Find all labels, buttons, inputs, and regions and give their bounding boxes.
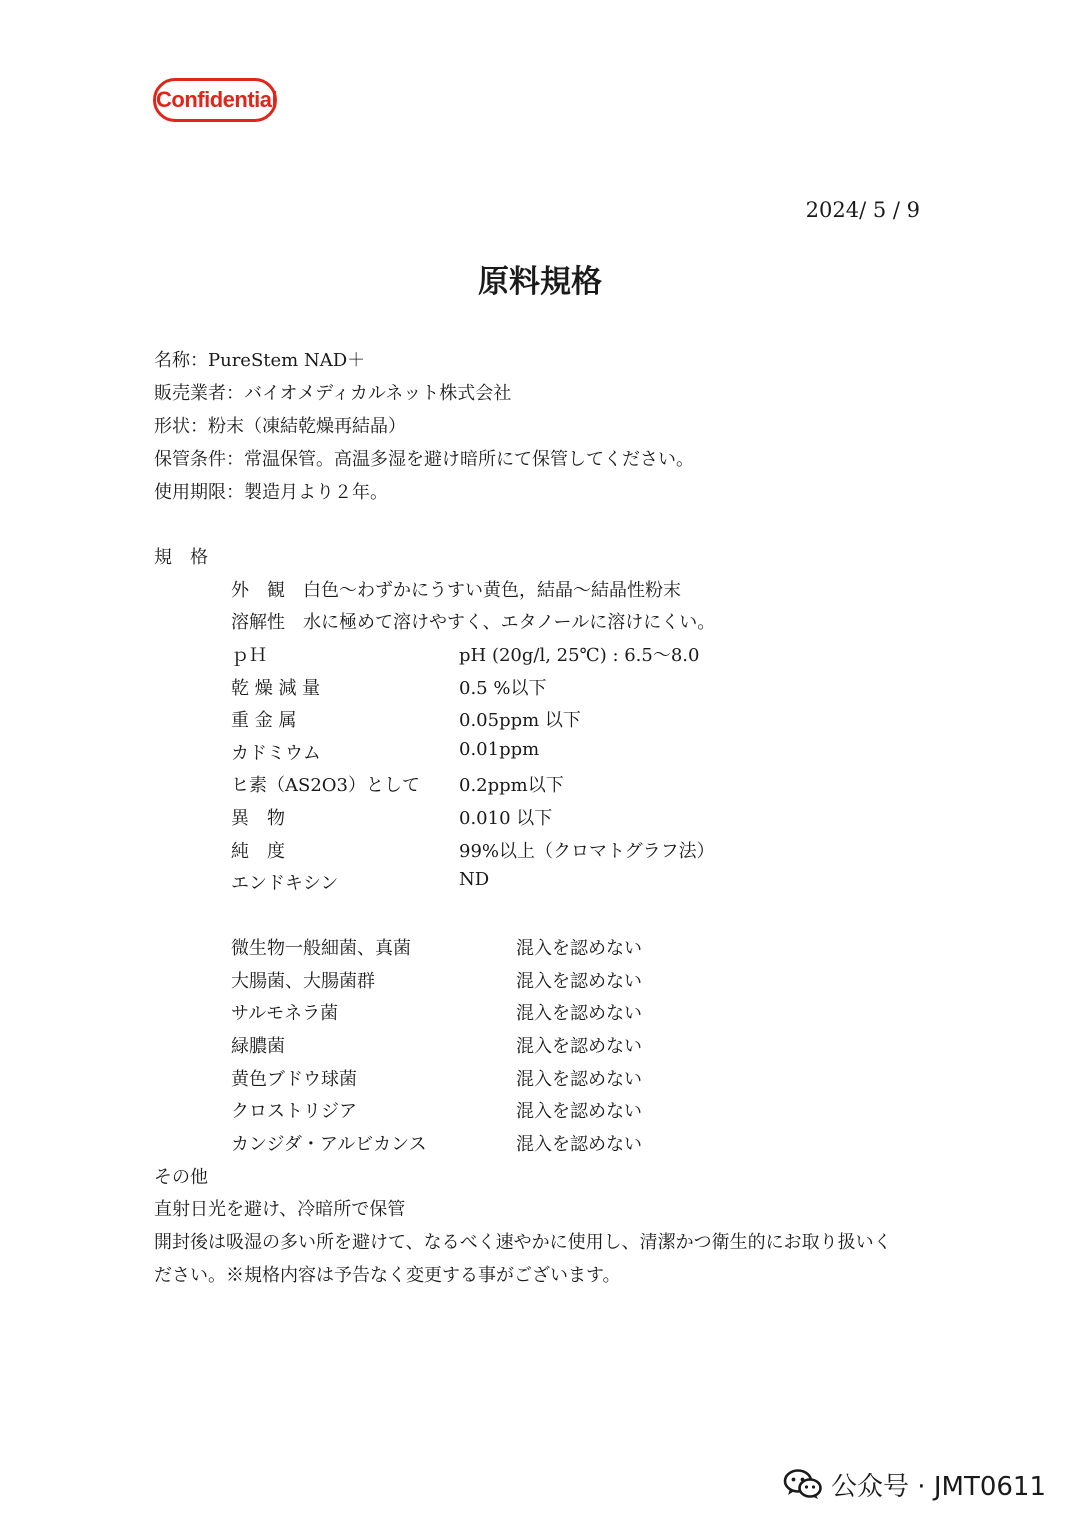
micro-row-label: クロストリジア (231, 1101, 357, 1122)
micro-row-value: 混入を認めない (516, 938, 642, 959)
micro-row-label: 大腸菌、大腸菌群 (231, 971, 375, 992)
spec-row-label: 純 度 (231, 841, 285, 862)
watermark-text: 公众号 · JMT0611 (831, 1471, 1046, 1502)
spec-row-label: ヒ素（AS2O3）として (231, 775, 420, 796)
other-heading: その他 (154, 1167, 208, 1188)
spec-row-label: エンドキシン (231, 873, 339, 894)
info-expiry: 使用期限：製造月より２年。 (154, 482, 388, 503)
spec-row-label: 乾 燥 減 量 (231, 678, 321, 699)
micro-row-value: 混入を認めない (516, 1134, 642, 1155)
spec-row-label: ｐＨ (231, 645, 267, 666)
micro-row-value: 混入を認めない (516, 1036, 642, 1057)
micro-row-label: カンジダ・アルビカンス (231, 1134, 427, 1155)
other-line: ださい。※規格内容は予告なく変更する事がございます。 (154, 1265, 621, 1286)
micro-row-label: 微生物一般細菌、真菌 (231, 938, 411, 959)
spec-row-value: 0.2ppm以下 (459, 775, 564, 796)
info-form: 形状：粉末（凍結乾燥再結晶） (154, 416, 406, 437)
micro-row-value: 混入を認めない (516, 971, 642, 992)
info-seller: 販売業者：バイオメディカルネット株式会社 (154, 383, 512, 404)
document-date: 2024/ 5 / 9 (805, 198, 920, 222)
spec-solubility: 溶解性 水に極めて溶けやすく、エタノールに溶けにくい。 (231, 612, 716, 633)
micro-row-value: 混入を認めない (516, 1101, 642, 1122)
spec-appearance: 外 観 白色～わずかにうすい黄色，結晶～結晶性粉末 (231, 580, 681, 601)
page-title: 原料規格 (478, 264, 602, 300)
other-line: 開封後は吸湿の多い所を避けて、なるべく速やかに使用し、清潔かつ衛生的にお取り扱いく (154, 1232, 892, 1253)
spec-row-label: 重 金 属 (231, 710, 297, 731)
spec-row-value: 0.010 以下 (459, 808, 553, 829)
other-line: 直射日光を避け、冷暗所で保管 (154, 1199, 406, 1220)
micro-row-value: 混入を認めない (516, 1069, 642, 1090)
spec-row-value: pH (20g/l, 25℃) : 6.5～8.0 (459, 645, 700, 666)
spec-row-value: 0.05ppm 以下 (459, 710, 581, 731)
micro-row-label: サルモネラ菌 (231, 1003, 339, 1024)
info-name: 名称：PureStem NAD＋ (154, 350, 366, 371)
micro-row-value: 混入を認めない (516, 1003, 642, 1024)
spec-row-value: 99%以上（クロマトグラフ法） (459, 841, 715, 862)
info-storage: 保管条件：常温保管。高温多湿を避け暗所にて保管してください。 (154, 449, 694, 470)
micro-row-label: 黄色ブドウ球菌 (231, 1069, 357, 1090)
spec-row-value: 0.01ppm (459, 739, 540, 760)
spec-row-value: 0.5 %以下 (459, 678, 547, 699)
wechat-icon (783, 1468, 823, 1500)
spec-row-value: ND (459, 869, 490, 890)
watermark (783, 1468, 1046, 1500)
spec-row-label: カドミウム (231, 743, 321, 764)
confidential-stamp: Confidential (153, 78, 277, 122)
micro-row-label: 緑膿菌 (231, 1036, 285, 1057)
spec-heading: 規 格 (154, 547, 208, 568)
spec-row-label: 異 物 (231, 808, 285, 829)
